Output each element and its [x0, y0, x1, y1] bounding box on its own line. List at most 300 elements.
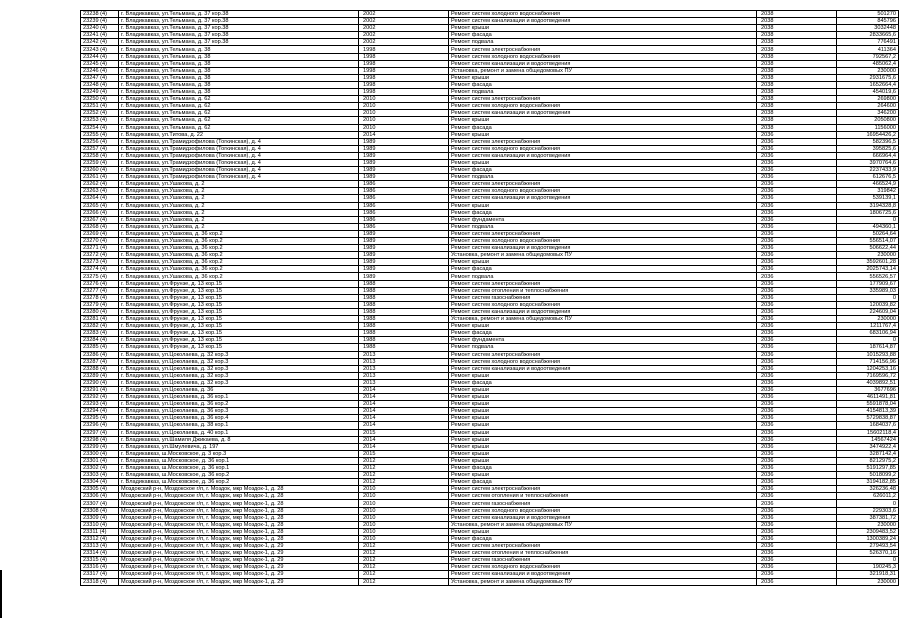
cell-row-id: 23306 (4): [81, 493, 119, 500]
table-row: [81, 159, 899, 166]
table-row: [81, 39, 899, 46]
cell-address: г. Владикавказ, ул.Фрунзе, д. 13 кор.15: [119, 280, 359, 287]
cell-row-id: 23289 (4): [81, 372, 119, 379]
cell-plan-year: 2036: [757, 379, 837, 386]
cell-plan-year: 2038: [757, 60, 837, 67]
cell-build-year: 1989: [359, 159, 449, 166]
cell-build-year: 1986: [359, 181, 449, 188]
cell-row-id: 23238 (4): [81, 11, 119, 18]
cell-row-id: 23304 (4): [81, 479, 119, 486]
cell-cost: 2237433,9: [837, 167, 899, 174]
cell-plan-year: 2036: [757, 450, 837, 457]
cell-work-type: Ремонт фасада: [449, 124, 757, 131]
cell-address: г. Владикавказ, ул.Цоколаева, д. 36 кор.4: [119, 415, 359, 422]
cell-row-id: 23252 (4): [81, 110, 119, 117]
cell-work-type: Ремонт систем канализации и водоотведения: [449, 110, 757, 117]
cell-row-id: 23245 (4): [81, 60, 119, 67]
cell-address: г. Владикавказ, ул.Ушакова, д. 2: [119, 195, 359, 202]
cell-plan-year: 2036: [757, 479, 837, 486]
cell-cost: 845796: [837, 18, 899, 25]
cell-build-year: 2010: [359, 500, 449, 507]
cell-plan-year: 2036: [757, 571, 837, 578]
cell-address: Моздокский р-н, Моздокское г/п, г. Моздок, мкр Моздок-1, д. 28: [119, 500, 359, 507]
cell-address: г. Владикавказ, ул.Фрунзе, д. 13 кор.15: [119, 337, 359, 344]
cell-cost: 14567424: [837, 436, 899, 443]
cell-row-id: 23272 (4): [81, 252, 119, 259]
cell-work-type: Ремонт крыши: [449, 159, 757, 166]
cell-address: г. Владикавказ, ул.Тельмана, д. 38: [119, 53, 359, 60]
table-row: [81, 308, 899, 315]
cell-cost: 15602118,4: [837, 429, 899, 436]
cell-cost: 612676,5: [837, 174, 899, 181]
cell-address: г. Владикавказ, ул.Тельмана, д. 37 кор.38: [119, 11, 359, 18]
cell-work-type: Установка, ремонт и замена общедомовых ПУ: [449, 578, 757, 585]
cell-build-year: 1988: [359, 287, 449, 294]
cell-row-id: 23307 (4): [81, 500, 119, 507]
cell-build-year: 2010: [359, 124, 449, 131]
cell-work-type: Ремонт фасада: [449, 379, 757, 386]
cell-cost: 0: [837, 216, 899, 223]
cell-build-year: 1988: [359, 280, 449, 287]
cell-build-year: 2014: [359, 401, 449, 408]
cell-build-year: 1998: [359, 60, 449, 67]
cell-row-id: 23249 (4): [81, 89, 119, 96]
table-row: [81, 60, 899, 67]
cell-cost: 3474922,4: [837, 443, 899, 450]
cell-plan-year: 2036: [757, 514, 837, 521]
cell-plan-year: 2036: [757, 394, 837, 401]
cell-work-type: Ремонт систем газоснабжения: [449, 500, 757, 507]
table-row: [81, 578, 899, 585]
cell-plan-year: 2038: [757, 53, 837, 60]
cell-cost: 666964,4: [837, 152, 899, 159]
cell-plan-year: 2036: [757, 195, 837, 202]
cell-plan-year: 2038: [757, 18, 837, 25]
cell-address: г. Владикавказ, ул.Фрунзе, д. 13 кор.15: [119, 301, 359, 308]
cell-work-type: Установка, ремонт и замена общедомовых ПУ: [449, 521, 757, 528]
table-body: [81, 11, 899, 586]
cell-plan-year: 2036: [757, 273, 837, 280]
cell-work-type: Ремонт фундамента: [449, 216, 757, 223]
table-row: [81, 337, 899, 344]
cell-plan-year: 2036: [757, 323, 837, 330]
cell-cost: 2050800: [837, 117, 899, 124]
cell-cost: 395825,6: [837, 145, 899, 152]
cell-cost: 1806725,6: [837, 209, 899, 216]
table-row: [81, 202, 899, 209]
cell-row-id: 23256 (4): [81, 138, 119, 145]
cell-cost: 539139,1: [837, 195, 899, 202]
cell-cost: 556526,57: [837, 273, 899, 280]
cell-row-id: 23269 (4): [81, 230, 119, 237]
cell-work-type: Ремонт систем канализации и водоотведения: [449, 152, 757, 159]
cell-plan-year: 2036: [757, 365, 837, 372]
cell-address: г. Владикавказ, ул.Ушакова, д. 36 кор.2: [119, 266, 359, 273]
cell-row-id: 23278 (4): [81, 294, 119, 301]
cell-row-id: 23241 (4): [81, 32, 119, 39]
cell-build-year: 2012: [359, 564, 449, 571]
table-row: [81, 25, 899, 32]
cell-build-year: 2012: [359, 457, 449, 464]
table-row: [81, 195, 899, 202]
cell-work-type: Ремонт крыши: [449, 202, 757, 209]
cell-build-year: 1989: [359, 238, 449, 245]
cell-cost: 466524,9: [837, 181, 899, 188]
cell-plan-year: 2036: [757, 535, 837, 542]
cell-plan-year: 2038: [757, 89, 837, 96]
cell-row-id: 23279 (4): [81, 301, 119, 308]
table-row: [81, 443, 899, 450]
cell-work-type: Установка, ремонт и замена общедомовых ПУ: [449, 316, 757, 323]
cell-cost: 3592601,28: [837, 259, 899, 266]
cell-work-type: Ремонт систем электроснабжения: [449, 181, 757, 188]
cell-plan-year: 2036: [757, 167, 837, 174]
cell-plan-year: 2038: [757, 25, 837, 32]
cell-plan-year: 2036: [757, 252, 837, 259]
cell-address: г. Владикавказ, ул.Фрунзе, д. 13 кор.15: [119, 287, 359, 294]
cell-row-id: 23299 (4): [81, 443, 119, 450]
cell-row-id: 23255 (4): [81, 131, 119, 138]
cell-build-year: 2013: [359, 351, 449, 358]
table-row: [81, 188, 899, 195]
cell-build-year: 2002: [359, 11, 449, 18]
cell-build-year: 2012: [359, 578, 449, 585]
cell-cost: 5591878,04: [837, 401, 899, 408]
cell-plan-year: 2036: [757, 131, 837, 138]
cell-plan-year: 2038: [757, 117, 837, 124]
cell-cost: 8212975,2: [837, 457, 899, 464]
table-row: [81, 46, 899, 53]
cell-address: г. Владикавказ, ул.Фрунзе, д. 13 кор.15: [119, 330, 359, 337]
cell-plan-year: 2036: [757, 372, 837, 379]
cell-cost: 50264,64: [837, 230, 899, 237]
cell-work-type: Ремонт систем отопления и теплоснабжения: [449, 287, 757, 294]
cell-work-type: Ремонт систем электроснабжения: [449, 280, 757, 287]
table-row: [81, 401, 899, 408]
cell-address: г. Владикавказ, ш.Московское, д. 36 кор.2: [119, 479, 359, 486]
cell-cost: 411364: [837, 46, 899, 53]
cell-row-id: 23293 (4): [81, 401, 119, 408]
table-row: [81, 557, 899, 564]
cell-row-id: 23310 (4): [81, 521, 119, 528]
cell-plan-year: 2036: [757, 358, 837, 365]
cell-work-type: Ремонт систем отопления и теплоснабжения: [449, 493, 757, 500]
table-row: [81, 117, 899, 124]
table-row: [81, 11, 899, 18]
cell-row-id: 23282 (4): [81, 323, 119, 330]
cell-cost: 2931675,6: [837, 74, 899, 81]
cell-work-type: Ремонт систем холодного водоснабжения: [449, 358, 757, 365]
cell-row-id: 23259 (4): [81, 159, 119, 166]
cell-build-year: 2013: [359, 372, 449, 379]
cell-build-year: 2010: [359, 110, 449, 117]
table-row: [81, 472, 899, 479]
cell-work-type: Ремонт крыши: [449, 528, 757, 535]
cell-address: г. Владикавказ, ул.Ушакова, д. 2: [119, 181, 359, 188]
cell-cost: 229303,6: [837, 507, 899, 514]
table-row: [81, 521, 899, 528]
cell-row-id: 23257 (4): [81, 145, 119, 152]
table-row: [81, 457, 899, 464]
cell-cost: 230000: [837, 67, 899, 74]
cell-address: г. Владикавказ, ул.Трамидзофилова (Тогкинская), д. 4: [119, 152, 359, 159]
cell-plan-year: 2036: [757, 294, 837, 301]
cell-row-id: 23239 (4): [81, 18, 119, 25]
cell-plan-year: 2036: [757, 287, 837, 294]
cell-cost: 177909,67: [837, 280, 899, 287]
cell-cost: 1300389,24: [837, 535, 899, 542]
cell-row-id: 23288 (4): [81, 365, 119, 372]
cell-cost: 2833665,6: [837, 32, 899, 39]
cell-row-id: 23248 (4): [81, 81, 119, 88]
table-row: [81, 514, 899, 521]
cell-work-type: Ремонт систем холодного водоснабжения: [449, 564, 757, 571]
table-row: [81, 110, 899, 117]
cell-cost: 1211767,4: [837, 323, 899, 330]
cell-address: г. Владикавказ, ул.Ушакова, д. 36 кор.2: [119, 259, 359, 266]
cell-build-year: 1988: [359, 330, 449, 337]
cell-address: Моздокский р-н, Моздокское г/п, г. Моздок, мкр Моздок-1, д. 28: [119, 514, 359, 521]
cell-cost: 319842: [837, 188, 899, 195]
cell-work-type: Ремонт систем электроснабжения: [449, 351, 757, 358]
cell-work-type: Ремонт крыши: [449, 394, 757, 401]
cell-build-year: 1986: [359, 216, 449, 223]
table-row: [81, 386, 899, 393]
cell-plan-year: 2036: [757, 344, 837, 351]
table-row: [81, 74, 899, 81]
cell-work-type: Ремонт подвала: [449, 223, 757, 230]
cell-build-year: 2012: [359, 543, 449, 550]
cell-work-type: Ремонт фасада: [449, 330, 757, 337]
cell-build-year: 2014: [359, 131, 449, 138]
cell-work-type: Ремонт фасада: [449, 479, 757, 486]
cell-plan-year: 2036: [757, 528, 837, 535]
cell-build-year: 1986: [359, 223, 449, 230]
cell-build-year: 1988: [359, 301, 449, 308]
cell-plan-year: 2036: [757, 436, 837, 443]
cell-cost: 714156,96: [837, 358, 899, 365]
cell-address: г. Владикавказ, ул.Тельмана, д. 38: [119, 67, 359, 74]
cell-address: Моздокский р-н, Моздокское г/п, г. Моздок, мкр Моздок-1, д. 29: [119, 557, 359, 564]
cell-row-id: 23303 (4): [81, 472, 119, 479]
cell-row-id: 23264 (4): [81, 195, 119, 202]
cell-work-type: Ремонт систем канализации и водоотведения: [449, 245, 757, 252]
cell-cost: 776491: [837, 39, 899, 46]
table-row: [81, 528, 899, 535]
cell-cost: 683106,94: [837, 330, 899, 337]
cell-row-id: 23295 (4): [81, 415, 119, 422]
cell-cost: 0: [837, 294, 899, 301]
cell-address: Моздокский р-н, Моздокское г/п, г. Моздок, мкр Моздок-1, д. 28: [119, 528, 359, 535]
cell-cost: 4154813,39: [837, 408, 899, 415]
cell-work-type: Ремонт фасада: [449, 535, 757, 542]
cell-address: г. Владикавказ, ул.Тельмана, д. 38: [119, 89, 359, 96]
cell-cost: 269800: [837, 96, 899, 103]
cell-cost: 16954426,2: [837, 131, 899, 138]
table-row: [81, 365, 899, 372]
cell-plan-year: 2036: [757, 245, 837, 252]
cell-build-year: 2015: [359, 429, 449, 436]
cell-build-year: 1989: [359, 273, 449, 280]
cell-cost: 264600: [837, 103, 899, 110]
cell-address: г. Владикавказ, ул.Цоколаева, д. 32 кор.3: [119, 351, 359, 358]
cell-row-id: 23253 (4): [81, 117, 119, 124]
table-row: [81, 273, 899, 280]
table-row: [81, 422, 899, 429]
cell-work-type: Ремонт фасада: [449, 32, 757, 39]
cell-plan-year: 2036: [757, 174, 837, 181]
cell-cost: 3194328,8: [837, 202, 899, 209]
cell-row-id: 23286 (4): [81, 351, 119, 358]
cell-plan-year: 2036: [757, 337, 837, 344]
cell-cost: 279493,54: [837, 543, 899, 550]
cell-cost: 0: [837, 557, 899, 564]
table-row: [81, 379, 899, 386]
cell-cost: 3287142,4: [837, 450, 899, 457]
cell-work-type: Ремонт систем электроснабжения: [449, 543, 757, 550]
cell-plan-year: 2038: [757, 81, 837, 88]
cell-address: г. Владикавказ, ул.Трамидзофилова (Тогкинская), д. 4: [119, 167, 359, 174]
cell-build-year: 1988: [359, 294, 449, 301]
cell-cost: 0: [837, 337, 899, 344]
cell-work-type: Ремонт крыши: [449, 443, 757, 450]
cell-row-id: 23287 (4): [81, 358, 119, 365]
cell-build-year: 1988: [359, 344, 449, 351]
cell-row-id: 23243 (4): [81, 46, 119, 53]
cell-work-type: Ремонт систем электроснабжения: [449, 96, 757, 103]
cell-work-type: Ремонт систем канализации и водоотведения: [449, 60, 757, 67]
table-row: [81, 18, 899, 25]
cell-address: Моздокский р-н, Моздокское г/п, г. Моздок, мкр Моздок-1, д. 28: [119, 493, 359, 500]
cell-plan-year: 2036: [757, 259, 837, 266]
cell-row-id: 23266 (4): [81, 209, 119, 216]
cell-plan-year: 2038: [757, 67, 837, 74]
cell-row-id: 23263 (4): [81, 188, 119, 195]
cell-work-type: Ремонт систем электроснабжения: [449, 230, 757, 237]
cell-build-year: 1988: [359, 323, 449, 330]
cell-plan-year: 2036: [757, 578, 837, 585]
cell-address: г. Владикавказ, ш.Московское, д. 3 кор.3: [119, 450, 359, 457]
cell-row-id: 23271 (4): [81, 245, 119, 252]
cell-row-id: 23260 (4): [81, 167, 119, 174]
cell-row-id: 23300 (4): [81, 450, 119, 457]
cell-cost: 190245,3: [837, 564, 899, 571]
cell-address: г. Владикавказ, ш.Московское, д. 36 кор.2: [119, 472, 359, 479]
cell-row-id: 23296 (4): [81, 422, 119, 429]
cell-plan-year: 2038: [757, 103, 837, 110]
cell-plan-year: 2036: [757, 145, 837, 152]
cell-build-year: 1998: [359, 46, 449, 53]
cell-row-id: 23297 (4): [81, 429, 119, 436]
table-row: [81, 67, 899, 74]
cell-work-type: Ремонт фасада: [449, 465, 757, 472]
cell-build-year: 1986: [359, 188, 449, 195]
cell-build-year: 2010: [359, 493, 449, 500]
cell-plan-year: 2038: [757, 11, 837, 18]
cell-address: г. Владикавказ, ул.Тельмана, д. 38: [119, 81, 359, 88]
cell-address: г. Владикавказ, ул.Ушакова, д. 36 кор.2: [119, 245, 359, 252]
cell-cost: 335989,03: [837, 287, 899, 294]
cell-plan-year: 2036: [757, 266, 837, 273]
cell-cost: 187614,87: [837, 344, 899, 351]
cell-work-type: Ремонт крыши: [449, 386, 757, 393]
cell-row-id: 23276 (4): [81, 280, 119, 287]
cell-row-id: 23305 (4): [81, 486, 119, 493]
table-row: [81, 479, 899, 486]
cell-address: Моздокский р-н, Моздокское г/п, г. Моздок, мкр Моздок-1, д. 28: [119, 507, 359, 514]
cell-address: г. Владикавказ, ул.Шамиля Джикаева, д. 8: [119, 436, 359, 443]
cell-address: г. Владикавказ, ул.Шмулевича, д. 197: [119, 443, 359, 450]
cell-build-year: 2010: [359, 535, 449, 542]
cell-work-type: Ремонт систем канализации и водоотведения: [449, 18, 757, 25]
table-row: [81, 344, 899, 351]
cell-cost: 1684037,6: [837, 422, 899, 429]
cell-cost: 230000: [837, 521, 899, 528]
cell-address: г. Владикавказ, ш.Московское, д. 36 кор.1: [119, 457, 359, 464]
cell-plan-year: 2036: [757, 330, 837, 337]
cell-work-type: Ремонт крыши: [449, 408, 757, 415]
cell-work-type: Ремонт систем холодного водоснабжения: [449, 53, 757, 60]
table-row: [81, 564, 899, 571]
cell-build-year: 2014: [359, 386, 449, 393]
cell-plan-year: 2036: [757, 521, 837, 528]
cell-work-type: Ремонт крыши: [449, 415, 757, 422]
cell-build-year: 2012: [359, 479, 449, 486]
cell-address: г. Владикавказ, ул.Тельмана, д. 37 кор.38: [119, 32, 359, 39]
cell-row-id: 23265 (4): [81, 202, 119, 209]
cell-cost: 556514,07: [837, 238, 899, 245]
table-row: [81, 394, 899, 401]
cell-plan-year: 2038: [757, 110, 837, 117]
cell-row-id: 23292 (4): [81, 394, 119, 401]
cell-row-id: 23281 (4): [81, 316, 119, 323]
cell-row-id: 23312 (4): [81, 535, 119, 542]
cell-work-type: Ремонт систем канализации и водоотведения: [449, 514, 757, 521]
cell-plan-year: 2036: [757, 301, 837, 308]
cell-cost: 4039892,51: [837, 379, 899, 386]
cell-build-year: 1986: [359, 202, 449, 209]
cell-address: г. Владикавказ, ул.Ушакова, д. 2: [119, 223, 359, 230]
cell-address: г. Владикавказ, ул.Ушакова, д. 36 кор.2: [119, 273, 359, 280]
cell-work-type: Ремонт систем электроснабжения: [449, 486, 757, 493]
cell-address: Моздокский р-н, Моздокское г/п, г. Моздок, мкр Моздок-1, д. 29: [119, 564, 359, 571]
cell-row-id: 23308 (4): [81, 507, 119, 514]
cell-build-year: 1988: [359, 316, 449, 323]
table-row: [81, 301, 899, 308]
cell-cost: 2309483,52: [837, 528, 899, 535]
cell-address: г. Владикавказ, ул.Цоколаева, д. 36 кор.2: [119, 401, 359, 408]
cell-build-year: 2010: [359, 96, 449, 103]
table-row: [81, 89, 899, 96]
cell-cost: 626011,2: [837, 493, 899, 500]
cell-cost: 1652664,4: [837, 81, 899, 88]
cell-row-id: 23258 (4): [81, 152, 119, 159]
cell-work-type: Ремонт систем холодного водоснабжения: [449, 238, 757, 245]
cell-address: г. Владикавказ, ул.Ушакова, д. 36 кор.2: [119, 230, 359, 237]
cell-build-year: 2013: [359, 358, 449, 365]
table-row: [81, 465, 899, 472]
table-row: [81, 124, 899, 131]
cell-build-year: 1989: [359, 145, 449, 152]
table-row: [81, 266, 899, 273]
cell-work-type: Ремонт крыши: [449, 450, 757, 457]
cell-work-type: Ремонт крыши: [449, 259, 757, 266]
cell-row-id: 23254 (4): [81, 124, 119, 131]
cell-work-type: Ремонт подвала: [449, 273, 757, 280]
cell-plan-year: 2036: [757, 280, 837, 287]
table-row: [81, 181, 899, 188]
table-row: [81, 174, 899, 181]
